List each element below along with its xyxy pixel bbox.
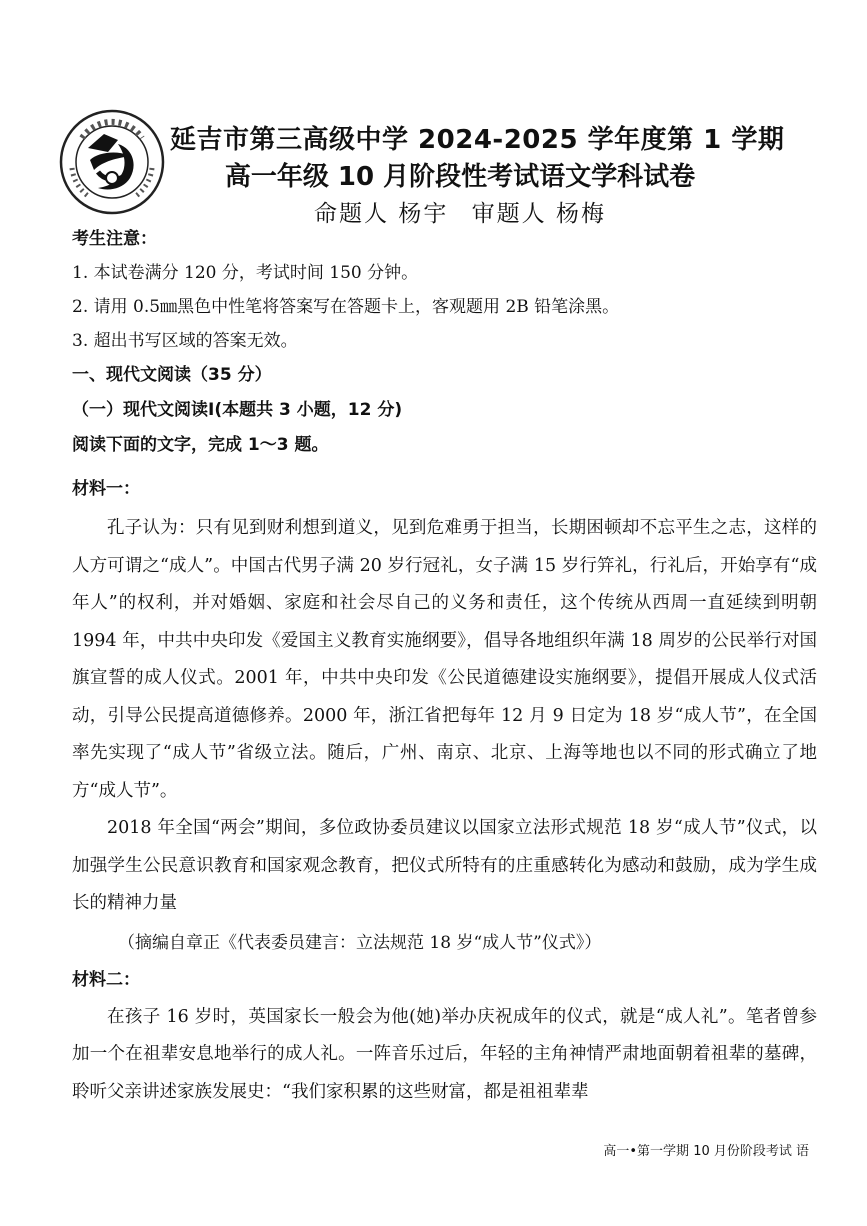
- reviewer-label: 审题人 杨梅: [471, 201, 606, 227]
- exam-title-line2: 高一年级 10 月阶段性考试语文学科试卷: [224, 162, 696, 192]
- subsection-title: （一）现代文阅读Ⅰ(本题共 3 小题，12 分): [72, 400, 403, 420]
- section-title: 一、现代文阅读（35 分）: [72, 365, 272, 385]
- notice-heading: 考生注意：: [72, 229, 157, 249]
- notice-item: 3. 超出书写区域的答案无效。: [72, 331, 298, 351]
- material1-source: （摘编自章正《代表委员建言：立法规范 18 岁“成人节”仪式》）: [118, 932, 602, 953]
- notice-item: 2. 请用 0.5㎜黑色中性笔将答案写在答题卡上，客观题用 2B 铅笔涂黑。: [72, 297, 620, 317]
- page-footer: 高一•第一学期 10 月份阶段考试 语: [603, 1144, 809, 1159]
- school-seal-logo: [58, 108, 166, 216]
- exam-body: [72, 222, 817, 1111]
- exam-header: [170, 122, 785, 232]
- material1-paragraph: 孔子认为：只有见到财利想到道义，见到危难勇于担当，长期困顿却不忘平生之志，这样的人方可谓之“成人”。中国古代男子满 20 岁行冠礼，女子满 15 岁行笄礼，行礼后，开始享有“成年人”的权利，并对婚姻、家庭和社会尽自己的义务和责任，这个传统从西周一直延续到明朝 1994 年，中共中央印发《爱国主义教育实施纲要》，倡导各地组织年满 18 周岁的公民举行对国旗宣誓的成人仪式。2001 年，中共中央印发《公民道德建设实施纲要》，提倡开展成人仪式活动，引导公民提高道德修养。2000 年，浙江省把每年 12 月 9 日定为 18 岁“成人节”，在全国率先实现了“成人节”省级立法。随后，广州、南京、北京、上海等地也以不同的形式确立了地方“成人节”。: [72, 518, 817, 801]
- material2-label: 材料二：: [72, 969, 140, 990]
- material2-paragraph: 在孩子 16 岁时，英国家长一般会为他(她)举办庆祝成年的仪式，就是“成人礼”。笔者曾参加一个在祖辈安息地举行的成人礼。一阵音乐过后，年轻的主角神情严肃地面朝着祖辈的墓碑，聆听父亲讲述家族发展史：“我们家积累的这些财富，都是祖祖辈辈: [72, 1006, 817, 1102]
- material1-label: 材料一：: [72, 479, 140, 499]
- exam-title-line1: 延吉市第三高级中学 2024-2025 学年度第 1 学期: [170, 125, 785, 155]
- material1-paragraph: 2018 年全国“两会”期间，多位政协委员建议以国家立法形式规范 18 岁“成人节”仪式，以加强学生公民意识教育和国家观念教育，把仪式所特有的庄重感转化为感动和鼓励，成为学生成长的精神力量: [72, 818, 817, 913]
- author-label: 命题人 杨宇: [314, 201, 449, 227]
- reading-instruction: 阅读下面的文字，完成 1～3 题。: [72, 435, 329, 455]
- notice-item: 1. 本试卷满分 120 分，考试时间 150 分钟。: [72, 263, 419, 283]
